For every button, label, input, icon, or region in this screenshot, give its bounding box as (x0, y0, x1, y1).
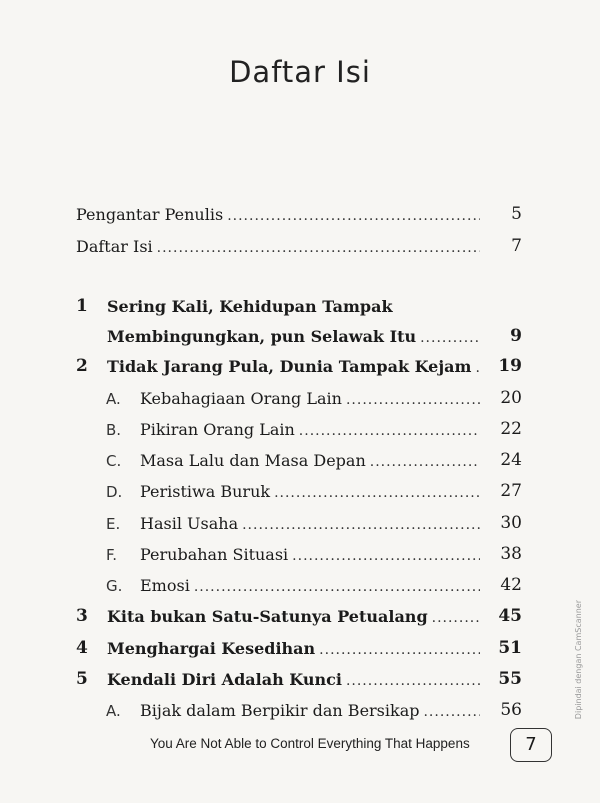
toc-label: Emosi (140, 576, 190, 595)
section-letter: G. (106, 577, 123, 595)
toc-label: Pikiran Orang Lain (140, 420, 295, 439)
section-letter: D. (106, 483, 123, 501)
toc-label: Kita bukan Satu-Satunya Petualang (107, 607, 428, 626)
toc-page: 20 (500, 388, 522, 408)
toc-label: Peristiwa Buruk (140, 482, 271, 501)
toc-label: Membingungkan, pun Selawak Itu (107, 327, 417, 346)
toc-label: Masa Lalu dan Masa Depan (140, 451, 366, 470)
toc-entry-daftar-isi[interactable] (76, 228, 522, 256)
leader-dots (370, 454, 480, 470)
toc-label: Tidak Jarang Pula, Dunia Tampak Kejam (107, 357, 472, 376)
toc-chapter-1-line1[interactable] (76, 288, 522, 316)
scanner-watermark: Dipindai dengan CamScanner (574, 600, 583, 720)
leader-dots (157, 240, 480, 256)
toc-page: 5 (511, 204, 522, 224)
toc-label: Kebahagiaan Orang Lain (140, 389, 342, 408)
toc-page: 19 (498, 356, 522, 376)
toc-page: 42 (500, 575, 522, 595)
toc-entry-pengantar[interactable] (76, 196, 522, 224)
chapter-number: 4 (76, 638, 88, 658)
chapter-number: 2 (76, 356, 88, 376)
toc-page: 30 (500, 513, 522, 533)
leader-dots (423, 704, 480, 720)
toc-chapter-3[interactable] (76, 598, 522, 626)
running-footer: You Are Not Able to Control Everything That Happens (150, 736, 470, 751)
leader-dots (346, 673, 480, 689)
toc-label: Bijak dalam Berpikir dan Bersikap (140, 701, 420, 720)
toc-label: Hasil Usaha (140, 514, 239, 533)
toc-section-5a[interactable] (106, 692, 522, 720)
toc-page: 51 (498, 638, 522, 658)
toc-label: Perubahan Situasi (140, 545, 289, 564)
toc-chapter-2[interactable] (76, 348, 522, 376)
toc-chapter-1[interactable] (107, 318, 522, 346)
leader-dots (227, 208, 480, 224)
toc-chapter-4[interactable] (76, 630, 522, 658)
toc-section-2d[interactable] (106, 473, 522, 501)
toc-chapter-5[interactable] (76, 661, 522, 689)
toc-page: 56 (500, 700, 522, 720)
toc-section-2a[interactable] (106, 380, 522, 408)
toc-page: 24 (500, 450, 522, 470)
leader-dots (242, 517, 480, 533)
chapter-number: 1 (76, 296, 88, 316)
toc-label: Pengantar Penulis (76, 205, 224, 224)
page-title: Daftar Isi (229, 55, 371, 89)
section-letter: A. (106, 702, 121, 720)
toc-section-2c[interactable] (106, 442, 522, 470)
toc-label: Daftar Isi (76, 237, 153, 256)
leader-dots (319, 642, 480, 658)
toc-page: 38 (500, 544, 522, 564)
section-letter: E. (106, 515, 121, 533)
toc-section-2b[interactable] (106, 411, 522, 439)
leader-dots (475, 360, 480, 376)
leader-dots (274, 485, 480, 501)
toc-label: Sering Kali, Kehidupan Tampak (107, 297, 393, 316)
toc-page: 55 (498, 669, 522, 689)
toc-label: Kendali Diri Adalah Kunci (107, 670, 342, 689)
page-number-badge: 7 (510, 728, 552, 762)
toc-page: 7 (511, 236, 522, 256)
leader-dots (194, 579, 480, 595)
toc-section-2e[interactable] (106, 505, 522, 533)
toc-page: 22 (500, 419, 522, 439)
section-letter: F. (106, 546, 117, 564)
leader-dots (292, 548, 480, 564)
toc-page: 9 (510, 326, 522, 346)
section-letter: A. (106, 390, 121, 408)
leader-dots (432, 610, 480, 626)
leader-dots (299, 423, 480, 439)
chapter-number: 5 (76, 669, 88, 689)
toc-page: 45 (498, 606, 522, 626)
section-letter: C. (106, 452, 122, 470)
chapter-number: 3 (76, 606, 88, 626)
toc-section-2g[interactable] (106, 567, 522, 595)
toc-page: 27 (500, 481, 522, 501)
leader-dots (346, 392, 480, 408)
toc-section-2f[interactable] (106, 536, 522, 564)
toc-label: Menghargai Kesedihan (107, 639, 316, 658)
leader-dots (420, 330, 480, 346)
section-letter: B. (106, 421, 122, 439)
